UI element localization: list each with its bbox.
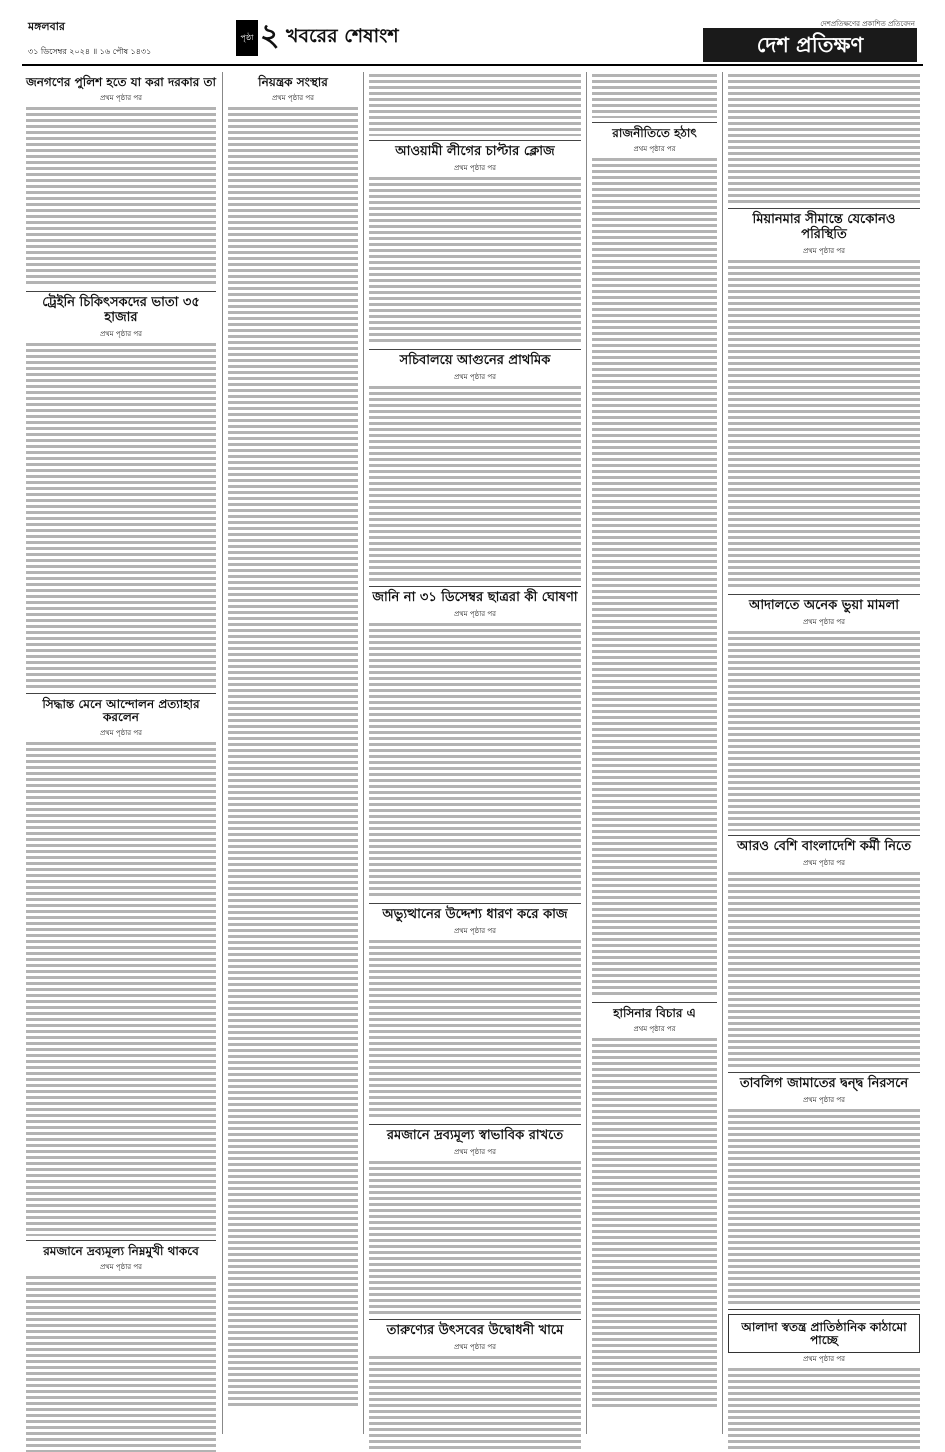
article-body [728, 1109, 920, 1305]
newspaper-logo: দেশ প্রতিক্ষণ [703, 28, 917, 62]
divider [728, 1309, 920, 1310]
divider [728, 594, 920, 595]
article-headline: ট্রেইনি চিকিৎসকদের ভাতা ৩৫ হাজার [42, 294, 200, 325]
article-byline: প্রথম পৃষ্ঠার পর [272, 93, 314, 102]
article-body [369, 940, 581, 1120]
article-byline: প্রথম পৃষ্ঠার পর [100, 729, 142, 738]
article-body [728, 872, 920, 1068]
article-byline: প্রথম পৃষ্ঠার পর [803, 617, 845, 626]
masthead [22, 16, 923, 62]
article-headline: রমজানে দ্রব্যমূল্য নিম্নমুখী থাকবে [43, 1244, 199, 1259]
article-byline: প্রথম পৃষ্ঠার পর [803, 246, 845, 255]
article-headline: সিদ্ধান্ত মেনে আন্দোলন প্রত্যাহার করলেন [42, 696, 200, 725]
article-headline: হাসিনার বিচার এ [613, 1005, 696, 1020]
article-body [592, 158, 717, 998]
article-byline: প্রথম পৃষ্ঠার পর [100, 329, 142, 338]
article-byline: প্রথম পৃষ্ঠার পর [100, 1263, 142, 1272]
article-headline: অভ্যুত্থানের উদ্দেশ্য ধারণ করে কাজ [382, 906, 568, 922]
article-byline: প্রথম পৃষ্ঠার পর [454, 372, 496, 381]
article-headline: নিয়ন্ত্রক সংস্থার [258, 75, 328, 89]
article-byline: প্রথম পৃষ্ঠার পর [454, 1147, 496, 1156]
masthead-day: মঙ্গলবার [28, 20, 65, 33]
masthead-date: ৩১ ডিসেম্বর ২০২৪ ॥ ১৬ পৌষ ১৪৩১ [28, 47, 152, 56]
boxed-article [728, 1314, 920, 1354]
divider [728, 208, 920, 209]
article-headline: তাবলিগ জামাতের দ্বন্দ্ব নিরসনে [739, 1075, 909, 1091]
divider [369, 1319, 581, 1320]
article-headline: জানি না ৩১ ডিসেম্বর ছাত্ররা কী ঘোষণা [372, 589, 578, 605]
article-body [728, 631, 920, 831]
article-body [728, 74, 920, 204]
article-headline: মিয়ানমার সীমান্তে যেকোনও পরিস্থিতি [752, 212, 896, 242]
divider [26, 693, 216, 694]
divider [369, 140, 581, 141]
article-headline: জনগণের পুলিশ হতে যা করা দরকার তা [26, 75, 216, 89]
column-divider [363, 72, 364, 1434]
article-byline: প্রথম পৃষ্ঠার পর [803, 1095, 845, 1104]
article-byline: প্রথম পৃষ্ঠার পর [803, 1355, 845, 1364]
section-title: খবরের শেষাংশ [286, 25, 399, 47]
divider [369, 586, 581, 587]
article-body [728, 1368, 920, 1452]
tagline: দেশপ্রতিক্ষণের প্রকাশিত প্রতিবেদন [820, 20, 915, 28]
article-headline: আলাদা স্বতন্ত্র প্রাতিষ্ঠানিক কাঠামো পাচ্ছে [741, 1319, 907, 1348]
article-byline: প্রথম পৃষ্ঠার পর [454, 163, 496, 172]
article-byline: প্রথম পৃষ্ঠার পর [454, 926, 496, 935]
article-body [228, 107, 358, 1407]
article-headline: আরও বেশি বাংলাদেশি কর্মী নিতে [737, 838, 911, 854]
article-body [26, 343, 216, 689]
column-divider [586, 72, 587, 1434]
article-body [592, 1038, 717, 1408]
divider [592, 122, 717, 123]
article-byline: প্রথম পৃষ্ঠার পর [454, 1342, 496, 1351]
divider [26, 291, 216, 292]
article-body [369, 623, 581, 899]
article-headline: রাজনীতিতে হঠাৎ [612, 126, 697, 140]
page-number: ২ [260, 18, 280, 53]
divider [26, 1240, 216, 1241]
article-headline: তারুণ্যের উৎসবের উদ্বোধনী খামে [386, 1322, 564, 1338]
column-5 [728, 72, 920, 1452]
article-byline: প্রথম পৃষ্ঠার পর [454, 609, 496, 618]
article-byline: প্রথম পৃষ্ঠার পর [100, 93, 142, 102]
article-body [26, 107, 216, 287]
article-body [369, 74, 581, 136]
divider [369, 903, 581, 904]
masthead-divider [22, 64, 923, 66]
article-body [728, 260, 920, 590]
divider [728, 1072, 920, 1073]
article-body [592, 74, 717, 118]
divider [728, 835, 920, 836]
article-byline: প্রথম পৃষ্ঠার পর [803, 858, 845, 867]
article-body [26, 742, 216, 1236]
page-label: পৃষ্ঠা [236, 20, 258, 56]
column-divider [222, 72, 223, 1434]
divider [592, 1002, 717, 1003]
article-byline: প্রথম পৃষ্ঠার পর [633, 1024, 676, 1033]
article-headline: আওয়ামী লীগের চাপ্টার ক্লোজ [395, 144, 555, 159]
article-byline: প্রথম পৃষ্ঠার পর [633, 144, 676, 153]
column-4 [592, 72, 717, 1410]
divider [369, 1124, 581, 1125]
column-1 [26, 72, 216, 1452]
article-headline: সচিবালয়ে আগুনের প্রাথমিক [399, 352, 551, 368]
article-body [369, 1356, 581, 1452]
article-body [369, 1161, 581, 1315]
article-body [26, 1276, 216, 1452]
article-body [369, 177, 581, 345]
divider [369, 349, 581, 350]
column-3 [369, 72, 581, 1452]
column-2 [228, 72, 358, 1409]
article-headline: আদালতে অনেক ভুয়া মামলা [748, 597, 900, 613]
article-headline: রমজানে দ্রব্যমূল্য স্বাভাবিক রাখতে [386, 1127, 564, 1143]
column-divider [722, 72, 723, 1434]
article-body [369, 386, 581, 582]
